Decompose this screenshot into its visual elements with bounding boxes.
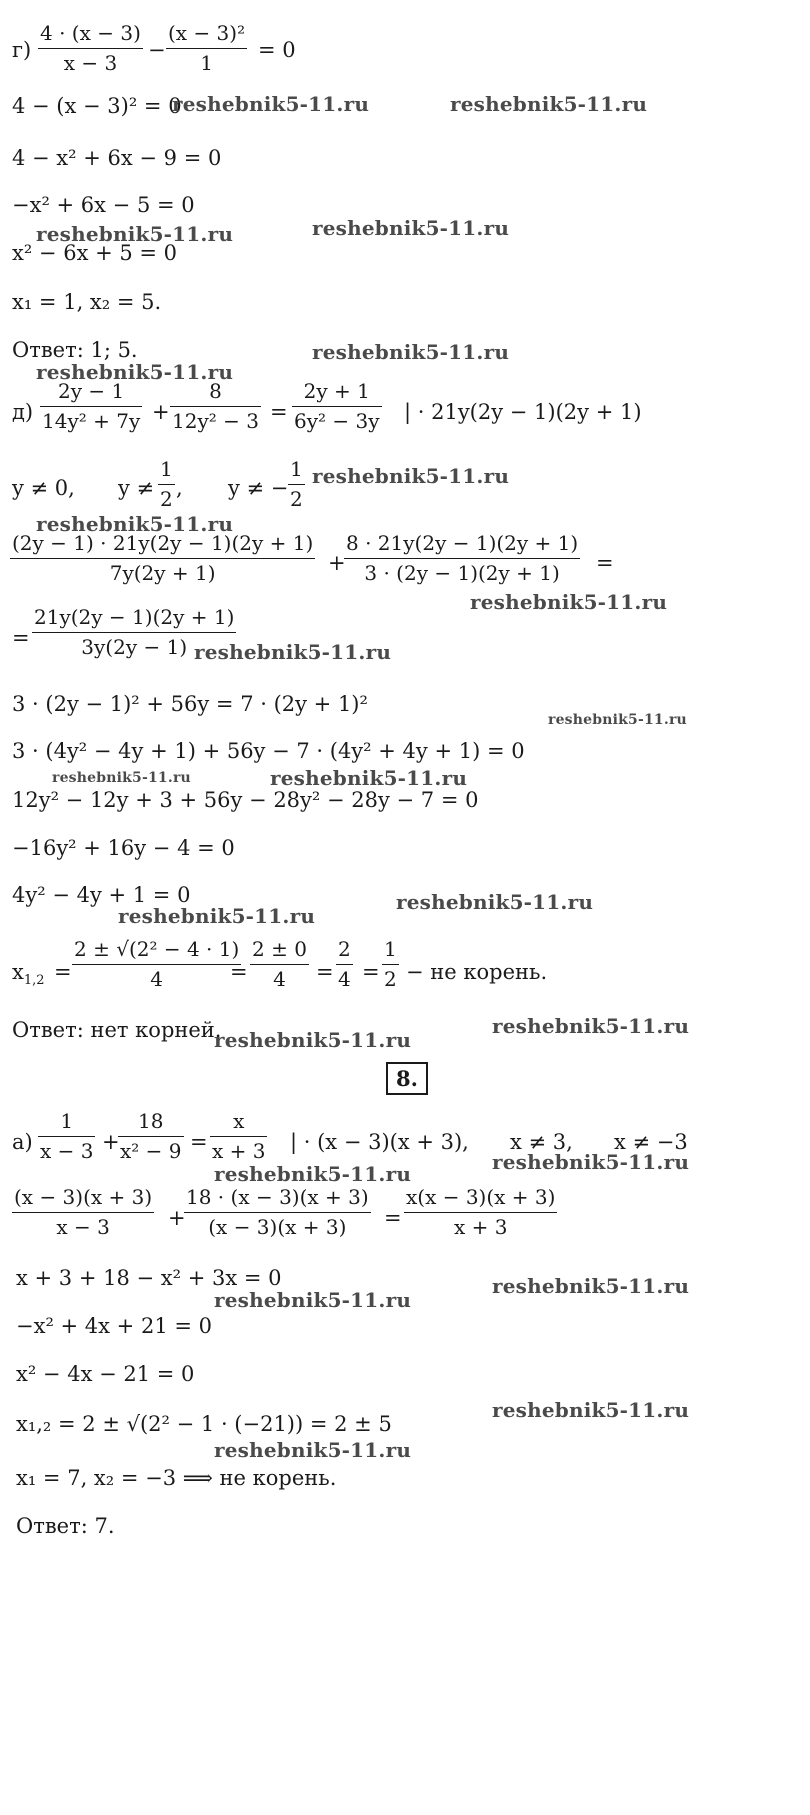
numerator: 1 — [160, 457, 173, 481]
part-a-cond-1: x ≠ 3, — [510, 1130, 573, 1154]
watermark: reshebnik5-11.ru — [312, 340, 510, 364]
part-a-line-1: x + 3 + 18 − x² + 3x = 0 — [16, 1266, 282, 1290]
part-g-label: г) — [12, 38, 32, 62]
numerator: 2y + 1 — [303, 379, 370, 403]
part-d-line-5: 4y² − 4y + 1 = 0 — [12, 883, 191, 907]
part-a-big-frac3 — [404, 1186, 557, 1239]
part-d-label: д) — [12, 400, 34, 424]
denominator: 4 — [338, 967, 351, 991]
numerator: 2 ± 0 — [252, 937, 307, 961]
numerator: 21y(2y − 1)(2y + 1) — [34, 605, 235, 629]
part-a-big-eq: = — [384, 1206, 402, 1230]
part-a-line-5: x₁ = 7, x₂ = −3 ⟹ не корень. — [16, 1466, 337, 1490]
part-a-plus: + — [102, 1130, 120, 1154]
part-d-root-frac1 — [72, 938, 241, 991]
part-d-root-eq2: = — [230, 960, 248, 984]
part-a-multiplier: | · (x − 3)(x + 3), — [290, 1130, 469, 1154]
part-a-frac1 — [38, 1110, 95, 1163]
denominator: 12y² − 3 — [172, 409, 259, 433]
part-a-cond-2: x ≠ −3 — [614, 1130, 688, 1154]
part-d-frac1 — [40, 380, 142, 433]
watermark: reshebnik5-11.ru — [52, 770, 191, 786]
part-a-line-3: x² − 4x − 21 = 0 — [16, 1362, 195, 1386]
watermark: reshebnik5-11.ru — [396, 890, 594, 914]
part-d-cond-1: y ≠ 0, — [12, 476, 75, 500]
denominator: 4 — [150, 967, 164, 991]
denominator: 4 — [273, 967, 286, 991]
numerator: 4 · (x − 3) — [40, 21, 141, 45]
denominator: x + 3 — [453, 1215, 508, 1239]
numerator: x(x − 3)(x + 3) — [406, 1185, 556, 1209]
denominator: 3y(2y − 1) — [81, 635, 188, 659]
part-d-root-frac2 — [250, 938, 309, 991]
watermark: reshebnik5-11.ru — [36, 512, 234, 536]
part-d-big-frac2 — [344, 532, 580, 585]
numerator: 1 — [384, 937, 397, 961]
part-d-cond-2-post: , — [176, 476, 183, 500]
part-d-frac2 — [170, 380, 261, 433]
part-d-big-frac1 — [10, 532, 315, 585]
part-d-big-plus: + — [328, 551, 346, 575]
task-number-badge: 8. — [386, 1062, 428, 1095]
part-a-eq: = — [190, 1130, 208, 1154]
numerator: 18 — [138, 1109, 164, 1133]
numerator: 8 · 21y(2y − 1)(2y + 1) — [346, 531, 579, 555]
watermark: reshebnik5-11.ru — [312, 216, 510, 240]
watermark: reshebnik5-11.ru — [194, 640, 392, 664]
watermark: reshebnik5-11.ru — [36, 360, 234, 384]
watermark: reshebnik5-11.ru — [172, 92, 370, 116]
denominator: 1 — [200, 51, 213, 75]
denominator: 3 · (2y − 1)(2y + 1) — [364, 561, 560, 585]
part-a-frac3 — [210, 1110, 267, 1163]
part-a-line-4: x₁,₂ = 2 ± √(2² − 1 · (−21)) = 2 ± 5 — [16, 1412, 392, 1436]
part-d-line-1: 3 · (2y − 1)² + 56y = 7 · (2y + 1)² — [12, 692, 368, 716]
part-g-line-4: x² − 6x + 5 = 0 — [12, 241, 178, 265]
denominator: x + 3 — [212, 1139, 266, 1163]
part-a-frac2 — [118, 1110, 184, 1163]
part-d-plus: + — [152, 400, 170, 424]
watermark: reshebnik5-11.ru — [492, 1398, 690, 1422]
part-a-label: а) — [12, 1130, 33, 1154]
part-d-line-3: 12y² − 12y + 3 + 56y − 28y² − 28y − 7 = 0 — [12, 788, 479, 812]
watermark: reshebnik5-11.ru — [450, 92, 648, 116]
part-g-answer: Ответ: 1; 5. — [12, 338, 138, 362]
numerator: 2 — [338, 937, 351, 961]
part-g-frac2 — [166, 22, 247, 75]
denominator: x² − 9 — [120, 1139, 182, 1163]
part-a-answer: Ответ: 7. — [16, 1514, 115, 1538]
part-g-minus: − — [148, 38, 166, 62]
part-g-line-3: −x² + 6x − 5 = 0 — [12, 193, 195, 217]
part-d-line-2: 3 · (4y² − 4y + 1) + 56y − 7 · (4y² + 4y + 1) = 0 — [12, 739, 525, 763]
watermark: reshebnik5-11.ru — [214, 1438, 412, 1462]
numerator: 2 ± √(2² − 4 · 1) — [74, 937, 240, 961]
numerator: x — [233, 1109, 245, 1133]
part-g-line-2: 4 − x² + 6x − 9 = 0 — [12, 146, 222, 170]
part-d-root-frac3 — [336, 938, 353, 991]
denominator: 2 — [160, 487, 173, 511]
watermark: reshebnik5-11.ru — [492, 1150, 690, 1174]
part-d-cond-3-frac — [288, 458, 305, 511]
numerator: 1 — [290, 457, 303, 481]
watermark: reshebnik5-11.ru — [118, 904, 316, 928]
numerator: 2y − 1 — [58, 379, 125, 403]
denominator: 6y² − 3y — [294, 409, 380, 433]
numerator: (x − 3)² — [168, 21, 246, 45]
denominator: 7y(2y + 1) — [109, 561, 216, 585]
part-d-frac3 — [292, 380, 382, 433]
part-d-cond-2-pre: y ≠ — [118, 476, 155, 500]
part-a-big-plus: + — [168, 1206, 186, 1230]
part-g-line-1: 4 − (x − 3)² = 0 — [12, 94, 182, 118]
part-d-cond-3-pre: y ≠ − — [228, 476, 289, 500]
watermark: reshebnik5-11.ru — [470, 590, 668, 614]
watermark: reshebnik5-11.ru — [492, 1014, 690, 1038]
numerator: (x − 3)(x + 3) — [14, 1185, 153, 1209]
part-d-root-frac4 — [382, 938, 399, 991]
part-g-eq-zero: = 0 — [258, 38, 296, 62]
watermark: reshebnik5-11.ru — [214, 1028, 412, 1052]
part-d-big3-pre: = — [12, 626, 30, 650]
watermark: reshebnik5-11.ru — [214, 1288, 412, 1312]
part-d-root-tail: − не корень. — [406, 960, 548, 984]
denominator: x − 3 — [40, 1139, 94, 1163]
part-g-line-5: x₁ = 1, x₂ = 5. — [12, 290, 162, 314]
part-g-frac1 — [38, 22, 143, 75]
part-d-root-eq: = — [54, 960, 72, 984]
part-d-eq: = — [270, 400, 288, 424]
part-a-big-frac2 — [184, 1186, 371, 1239]
part-d-answer: Ответ: нет корней. — [12, 1018, 222, 1042]
watermark: reshebnik5-11.ru — [36, 222, 234, 246]
numerator: 8 — [209, 379, 222, 403]
denominator: x − 3 — [56, 1215, 110, 1239]
part-a-line-2: −x² + 4x + 21 = 0 — [16, 1314, 212, 1338]
watermark: reshebnik5-11.ru — [492, 1274, 690, 1298]
numerator: 1 — [60, 1109, 74, 1133]
denominator: (x − 3)(x + 3) — [208, 1215, 347, 1239]
part-d-multiplier: | · 21y(2y − 1)(2y + 1) — [404, 400, 642, 424]
denominator: 14y² + 7y — [42, 409, 141, 433]
denominator: x − 3 — [63, 51, 118, 75]
part-d-root-var: $x_{1,2}$ — [12, 960, 45, 989]
watermark: reshebnik5-11.ru — [270, 766, 468, 790]
watermark: reshebnik5-11.ru — [214, 1162, 412, 1186]
part-d-cond-2-frac — [158, 458, 175, 511]
watermark: reshebnik5-11.ru — [548, 712, 687, 728]
watermark: reshebnik5-11.ru — [312, 464, 510, 488]
part-d-big-eq: = — [596, 551, 614, 575]
numerator: 18 · (x − 3)(x + 3) — [186, 1185, 369, 1209]
part-d-root-eq4: = — [362, 960, 380, 984]
denominator: 2 — [290, 487, 303, 511]
part-d-root-eq3: = — [316, 960, 334, 984]
denominator: 2 — [384, 967, 397, 991]
part-a-big-frac1 — [12, 1186, 154, 1239]
part-d-line-4: −16y² + 16y − 4 = 0 — [12, 836, 235, 860]
numerator: (2y − 1) · 21y(2y − 1)(2y + 1) — [12, 531, 314, 555]
